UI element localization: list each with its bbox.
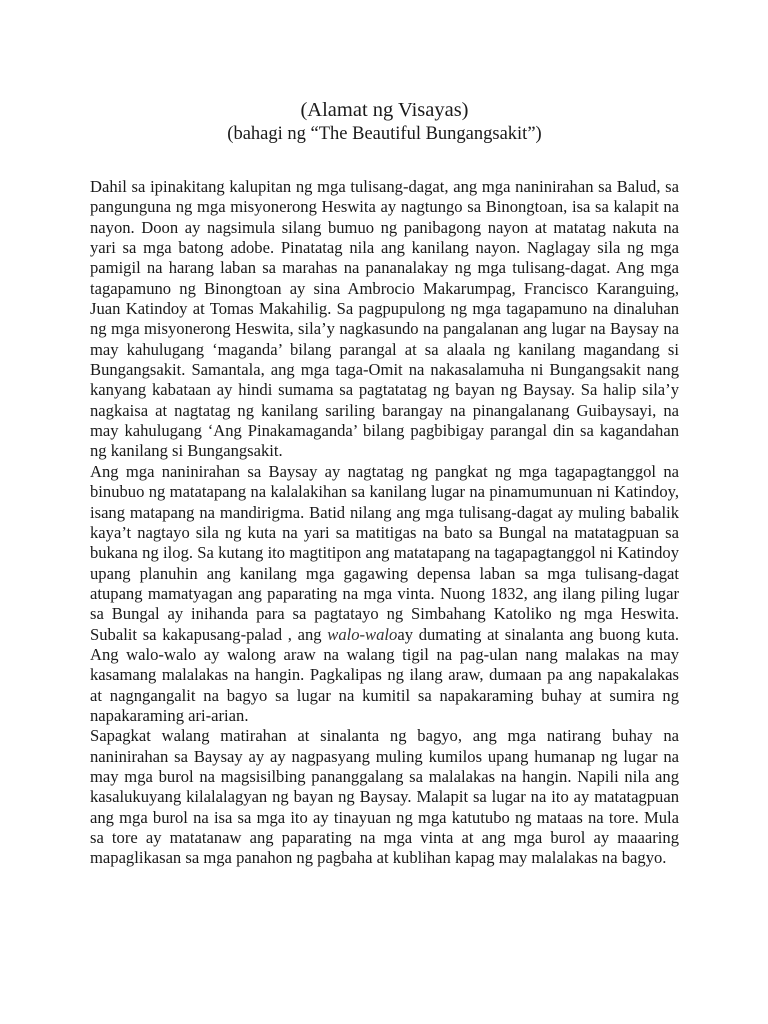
- paragraph-2: [90, 462, 679, 726]
- document-page: [90, 97, 679, 869]
- paragraph-3: Sapagkat walang matirahan at sinalanta ng bagyo, ang mga natirang buhay na naninirahan sa Baysay ay ay nagpasyang muling kumilos upang humanap ng lugar na may mga burol na magsisilbing pananggalang sa malalakas na hangin. Napili nila ang kasalukuyang kilalalagyan ng bayan ng Baysay. Malapit sa lugar na ito ay matatagpuan ang mga burol na isa sa mga ito ay tinayuan ng mga katutubo ng mataas na tore. Mula sa tore ay matatanaw ang paparating na mga vinta at ang mga burol ay maaaring mapaglikasan sa mga panahon ng pagbaha at kublihan kapag may malalakas na bagyo.: [90, 726, 679, 868]
- paragraph-2-tail: ay dumating at sinalanta ang buong kuta. Ang walo-walo ay walong araw na walang tigil na pag-ulan nang malakas na may kasamang malalakas na hangin. Pagkalipas ng ilang araw, dumaan pa ang napakalakas at nagngangalit na bagyo sa lugar na kumitil sa napakaraming buhay at sumira ng napakaraming ari-arian.: [90, 624, 679, 725]
- italic-term: walo-walo: [327, 624, 398, 644]
- document-title: (Alamat ng Visayas): [300, 99, 469, 121]
- paragraph-1: Dahil sa ipinakitang kalupitan ng mga tulisang-dagat, ang mga naninirahan sa Balud, sa pangunguna ng mga misyonerong Heswita ay nagtungo sa Binongtoan, isa sa kalapit na nayon. Doon ay nagsimula silang bumuo ng panibagong nayon at matatag nakuta na yari sa mga batong adobe. Pinatatag nila ang kanilang nayon. Naglagay sila ng mga pamigil na harang laban sa marahas na pananalakay ng mga tulisang-dagat. Ang mga tagapamuno ng Binongtoan ay sina Ambrocio Makarumpag, Francisco Karanguing, Juan Katindoy at Tomas Makahilig. Sa pagpupulong ng mga tagapamuno na dinaluhan ng mga misyonerong Heswita, sila’y nagkasundo na pangalanan ang lugar na Baysay na may kahulugang ‘maganda’ bilang parangal at sa alaala ng kanilang magandang si Bungangsakit. Samantala, ang mga taga-Omit na nakasalamuha ni Bungangsakit nang kanyang kabataan ay hindi sumama sa pagtatatag ng bayan ng Baysay. Sa halip sila’y nagkaisa at nagtatag ng kanilang sariling barangay na pinangalanang Guibaysayi, na may kahulugang ‘Ang Pinakamaganda’ bilang pagbibigay parangal din sa kagandahan ng kanilang si Bungangsakit.: [90, 177, 679, 461]
- document-subtitle: (bahagi ng “The Beautiful Bungangsakit”): [227, 124, 542, 144]
- paragraph-2-text: Ang mga naninirahan sa Baysay ay nagtatag ng pangkat ng mga tagapagtanggol na binubuo ng matatapang na kalalakihan sa kanilang lugar na pinamumunuan ni Katindoy, isang matapang na mandirigma. Batid nilang ang mga tulisang-dagat ay muling babalik kaya’t nagtayo sila ng kuta na yari sa matitigas na bato sa Bungal na matatagpuan sa bukana ng ilog. Sa kutang ito magtitipon ang matatapang na tagapagtanggol ni Katindoy upang planuhin ang kanilang mga gagawing depensa laban sa mga tulisang-dagat atupang mamatyagan ang paparating na mga vinta. Nuong 1832, ang ilang piling lugar sa Bungal ay inihanda para sa pagtatayo ng Simbahang Katoliko ng mga Heswita. Subalit sa kakapusang-palad , ang: [90, 461, 679, 644]
